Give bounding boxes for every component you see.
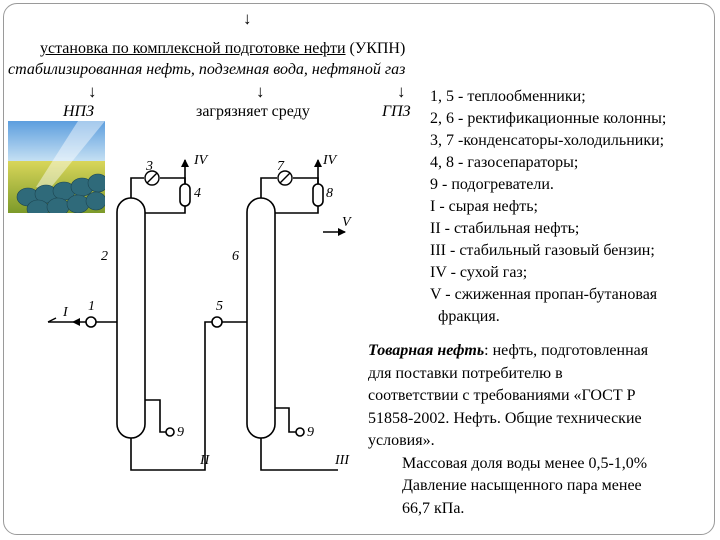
column-6-overhead (261, 178, 277, 198)
heat-exchanger-1 (86, 317, 96, 327)
description-line2: для поставки потребителю в (368, 364, 563, 382)
legend-item: 3, 7 -конденсаторы-холодильники; (430, 132, 665, 149)
label-IV-right: IV (323, 153, 337, 168)
legend-item: 1, 5 - теплообменники; (430, 88, 586, 105)
arrow-left: ↓ (88, 82, 97, 101)
header-subtitle: стабилизированная нефть, подземная вода, нефтяной газ (8, 61, 406, 78)
label-II: II (200, 453, 210, 468)
heat-exchanger-5 (212, 317, 222, 327)
label-1: 1 (88, 299, 95, 314)
label-3: 3 (146, 159, 153, 174)
legend (430, 86, 666, 328)
legend-item: 9 - подогреватели. (430, 176, 554, 193)
dest-gpz: ГПЗ (382, 103, 411, 120)
header-abbr: (УКПН) (349, 40, 406, 57)
label-9-right: 9 (307, 425, 314, 440)
legend-item: фракция. (438, 308, 500, 325)
header-title-text: установка по комплексной подготовке нефти (40, 40, 346, 57)
column-2-overhead (131, 178, 144, 198)
legend-item: 4, 8 - газосепараторы; (430, 154, 579, 171)
heater-9-right (296, 428, 304, 436)
description-pressure1: Давление насыщенного пара менее (402, 477, 642, 494)
label-9-left: 9 (177, 425, 184, 440)
column-6 (247, 198, 275, 438)
arrow-top: ↓ (243, 9, 252, 28)
legend-item: 2, 6 - ректификационные колонны; (430, 110, 667, 127)
label-7: 7 (277, 159, 284, 174)
label-V: V (342, 215, 351, 230)
description-line1: : нефть, подготовленная (484, 342, 649, 359)
legend-item: V - сжиженная пропан-бутановая (430, 286, 658, 303)
arrow-middle: ↓ (256, 82, 265, 101)
separator-8 (313, 184, 323, 206)
legend-item: II - стабильная нефть; (430, 220, 580, 237)
description-term: Товарная нефть (368, 342, 485, 359)
line-3-to-separator-4 (160, 178, 185, 184)
separator-4 (180, 184, 190, 206)
description-water: Массовая доля воды менее 0,5-1,0% (402, 454, 648, 472)
label-4: 4 (194, 186, 201, 201)
line-7-to-separator-8 (293, 178, 318, 184)
label-8: 8 (326, 186, 333, 201)
arrow-right: ↓ (397, 82, 406, 101)
label-6: 6 (232, 249, 239, 264)
feed-arrow (72, 318, 80, 326)
legend-item: III - стабильный газовый бензин; (430, 242, 655, 259)
reflux-8 (275, 206, 318, 213)
label-III: III (335, 453, 349, 468)
label-I: I (63, 305, 68, 320)
label-5: 5 (216, 299, 223, 314)
product-III (261, 438, 338, 470)
description-pressure2: 66,7 кПа. (402, 499, 465, 517)
dest-pollutes: загрязняет среду (196, 103, 310, 120)
legend-item: IV - сухой газ; (430, 264, 528, 281)
description-line4: 51858-2002. Нефть. Общие технические (368, 409, 642, 427)
label-2: 2 (101, 249, 108, 264)
description-line3: соответствии с требованиями «ГОСТ Р (368, 387, 636, 404)
description-block (368, 340, 708, 520)
heater-9-left (166, 428, 174, 436)
separator-4-bottom (145, 206, 185, 213)
column-2-to-5 (131, 322, 212, 470)
dest-npz: НПЗ (63, 103, 95, 120)
legend-item: I - сырая нефть; (430, 198, 538, 215)
reboiler-9-left (145, 400, 166, 432)
description-line5: условия». (368, 432, 435, 449)
label-IV-left: IV (194, 153, 208, 168)
reboiler-9-right (275, 408, 296, 432)
column-2 (117, 198, 145, 438)
